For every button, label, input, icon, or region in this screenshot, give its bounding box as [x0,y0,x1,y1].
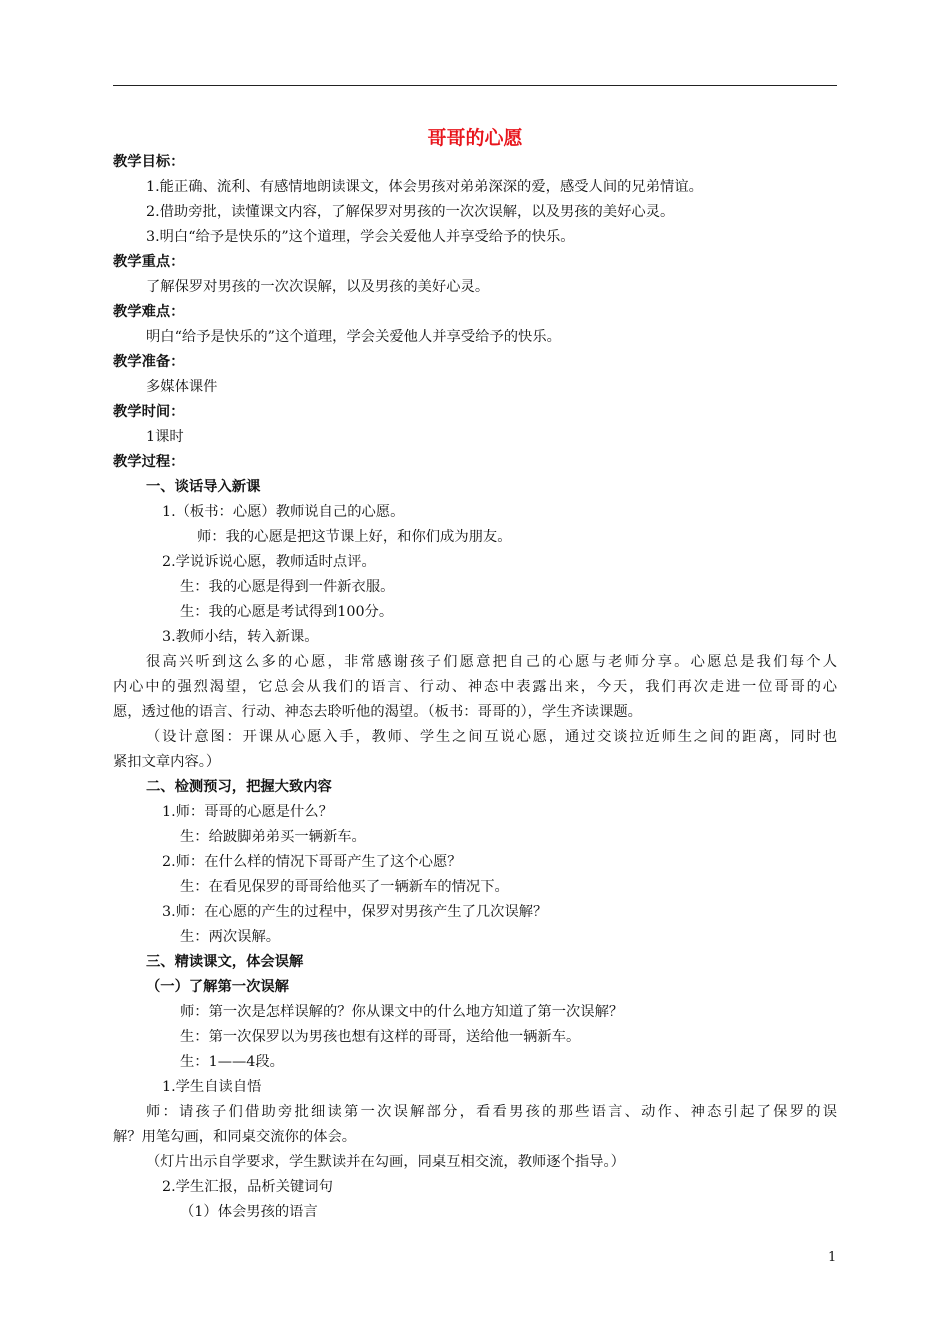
difficulties-heading: 教学难点： [113,304,185,320]
answer-line: 生：在看见保罗的哥哥给他买了一辆新车的情况下。 [180,879,509,895]
design-note-line: 紧扣文章内容。） [113,754,221,770]
design-note-line: （设计意图：开课从心愿入手，教师、学生之间互说心愿，通过交谈拉近师生之间的距离，同时也 [146,729,837,745]
dialogue-line: 生：1——4段。 [180,1054,284,1070]
paragraph-line: 很高兴听到这么多的心愿，非常感谢孩子们愿意把自己的心愿与老师分享。心愿总是我们每个人 [146,654,837,670]
question-line: 2.师：在什么样的情况下哥哥产生了这个心愿？ [162,854,462,870]
paragraph-line: 愿，透过他的语言、行动、神态去聆听他的渴望。（板书：哥哥的），学生齐读课题。 [113,704,642,720]
paragraph-line: 内心中的强烈渴望，它总会从我们的语言、行动、神态中表露出来，今天，我们再次走进一位哥哥的心 [113,679,837,695]
difficulties-text: 明白“给予是快乐的”这个道理，学会关爱他人并享受给予的快乐。 [146,329,561,345]
goals-heading: 教学目标： [113,154,185,170]
dialogue-line: 生：我的心愿是考试得到100分。 [180,604,394,620]
step-text: 2.学说诉说心愿，教师适时点评。 [162,554,376,570]
dialogue-line: 师：我的心愿是把这节课上好，和你们成为朋友。 [197,529,512,545]
slide-note: （灯片出示自学要求，学生默读并在勾画，同桌互相交流，教师逐个指导。） [146,1154,625,1170]
preparation-text: 多媒体课件 [146,379,218,395]
step-text: 1.（板书：心愿）教师说自己的心愿。 [162,504,405,520]
section-heading: 二、检测预习，把握大致内容 [146,779,332,795]
section-heading: 三、精读课文，体会误解 [146,954,304,970]
subsection-heading: （一）了解第一次误解 [146,979,289,995]
step-text: 2.学生汇报，品析关键词句 [162,1179,333,1195]
preparation-heading: 教学准备： [113,354,185,370]
document-title: 哥哥的心愿 [427,127,523,149]
goal-item: 3.明白“给予是快乐的”这个道理，学会关爱他人并享受给予的快乐。 [146,229,575,245]
dialogue-line: 生：我的心愿是得到一件新衣服。 [180,579,395,595]
answer-line: 生：两次误解。 [180,929,281,945]
goal-item: 1.能正确、流利、有感情地朗读课文，体会男孩对弟弟深深的爱，感受人间的兄弟情谊。 [146,179,703,195]
substep-text: （1）体会男孩的语言 [180,1204,318,1220]
process-heading: 教学过程： [113,454,185,470]
time-text: 1课时 [146,429,184,445]
page-number: 1 [828,1250,837,1265]
question-line: 3.师：在心愿的产生的过程中，保罗对男孩产生了几次误解？ [162,904,548,920]
paragraph-line: 师：请孩子们借助旁批细读第一次误解部分，看看男孩的那些语言、动作、神态引起了保罗的误 [146,1104,837,1120]
answer-line: 生：给跛脚弟弟买一辆新车。 [180,829,366,845]
dialogue-line: 生：第一次保罗以为男孩也想有这样的哥哥，送给他一辆新车。 [180,1029,581,1045]
dialogue-line: 师：第一次是怎样误解的？你从课文中的什么地方知道了第一次误解？ [180,1004,624,1020]
section-heading: 一、谈话导入新课 [146,479,261,495]
goal-item: 2.借助旁批，读懂课文内容，了解保罗对男孩的一次次误解，以及男孩的美好心灵。 [146,204,675,220]
question-line: 1.师：哥哥的心愿是什么？ [162,804,333,820]
header-rule [113,85,837,86]
key-points-text: 了解保罗对男孩的一次次误解，以及男孩的美好心灵。 [146,279,490,295]
time-heading: 教学时间： [113,404,185,420]
step-text: 3.教师小结，转入新课。 [162,629,319,645]
step-text: 1.学生自读自悟 [162,1079,262,1095]
key-points-heading: 教学重点： [113,254,185,270]
paragraph-line: 解？用笔勾画，和同桌交流你的体会。 [113,1129,357,1145]
